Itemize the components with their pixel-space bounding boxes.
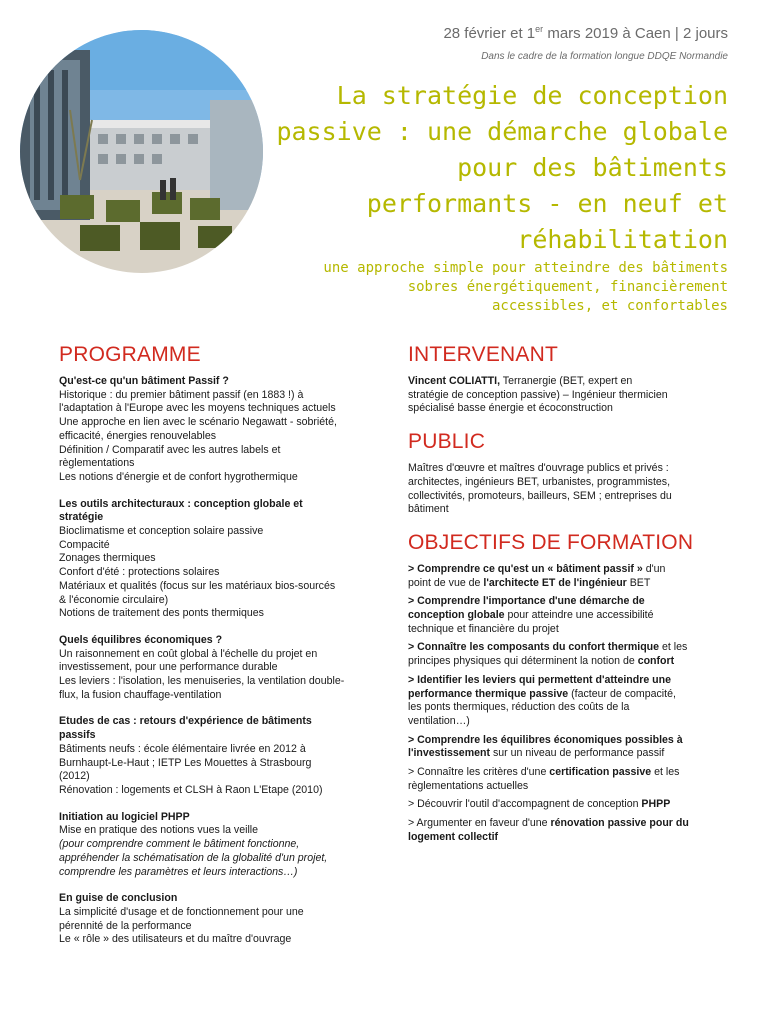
block-line: Mise en pratique des notions vues la veille (59, 824, 259, 837)
block-line: Zonages thermiques (59, 552, 156, 565)
block-line: Compacité (59, 538, 110, 551)
block-line: l'adaptation à l'Europe avec les moyens techniques actuels (59, 402, 336, 415)
block-line: Rénovation : logements et CLSH à Raon L'Etape (2010) (59, 783, 323, 796)
programme-block (59, 634, 379, 703)
block-line: Notions de traitement des ponts thermiques (59, 607, 264, 620)
block-line: Historique : du premier bâtiment passif (en 1883 !) à (59, 388, 304, 401)
block-line-italic: appréhender la schématisation de la globalité d'un projet, (59, 851, 328, 864)
objective-item: > Connaître les composants du confort thermique et les principes physiques qui déterminent la notion de confort (408, 641, 688, 668)
block-line: flux, la fusion chauffage-ventilation (59, 688, 222, 701)
block-title: Qu'est-ce qu'un bâtiment Passif ? (59, 375, 229, 387)
document-subtitle (323, 259, 728, 316)
title-line: performants - en neuf et (366, 189, 728, 218)
block-title: passifs (59, 729, 96, 742)
block-line: Bioclimatisme et conception solaire passive (59, 525, 264, 538)
block-line: Une approche en lien avec le scénario Negawatt - sobriété, (59, 416, 337, 429)
public-line: architectes, ingénieurs BET, urbanistes, programmistes, (408, 475, 671, 488)
objective-item: > Argumenter en faveur d'une rénovation passive pour du logement collectif (408, 817, 689, 843)
objective-item: > Identifier les leviers qui permettent d'atteindre une performance thermique passive (facteur de compacité, les ponts thermiques, réduction des coûts de la ventilation…) (408, 673, 676, 727)
block-line: investissement, pour une performance durable (59, 661, 278, 674)
block-line: Le « rôle » des utilisateurs et du maître d'ouvrage (59, 933, 292, 946)
objective-item: > Connaître les critères d'une certification passive et les règlementations actuelles (408, 766, 680, 792)
block-line: efficacité, énergies renouvelables (59, 429, 217, 442)
block-title: stratégie (59, 511, 104, 524)
objectifs-section (408, 531, 723, 845)
title-line: La stratégie de conception (336, 81, 728, 110)
intervenant-name: Vincent COLIATTI, (408, 375, 501, 387)
block-title: Initiation au logiciel PHPP (59, 810, 190, 823)
block-line: règlementations (59, 457, 135, 470)
block-title: Quels équilibres économiques ? (59, 633, 223, 646)
public-section (408, 430, 723, 517)
public-heading: PUBLIC (408, 430, 486, 454)
public-line: collectivités, promoteurs, bailleurs, SEM ; entreprises du (408, 489, 672, 502)
subtitle-line: sobres énergétiquement, financièrement (407, 279, 728, 295)
block-line: pérennité de la performance (59, 919, 192, 932)
building-courtyard-image (20, 30, 263, 273)
title-line: passive : une démarche globale (276, 117, 728, 146)
block-line: & l'économie circulaire) (59, 593, 169, 606)
programme-section (59, 343, 379, 960)
objective-item: > Découvrir l'outil d'accompagnent de conception PHPP (408, 798, 671, 811)
event-date: 28 février et 1er mars 2019 à Caen | 2 jours (443, 24, 728, 42)
document-title (248, 78, 728, 258)
header-photo (20, 30, 263, 273)
block-line: La simplicité d'usage et de fonctionnement pour une (59, 905, 304, 918)
objective-item: > Comprendre ce qu'est un « bâtiment passif » d'un point de vue de l'architecte ET de l'ingénieur BET (408, 562, 666, 589)
intervenant-heading: INTERVENANT (408, 343, 558, 366)
programme-block (59, 811, 379, 880)
programme-block (59, 892, 379, 947)
programme-block (59, 375, 379, 485)
block-title: Les outils architecturaux : conception globale et (59, 497, 303, 510)
block-line: Bâtiments neufs : école élémentaire livrée en 2012 à (59, 742, 306, 755)
event-context: Dans le cadre de la formation longue DDQE Normandie (481, 51, 728, 62)
block-line: Confort d'été : protections solaires (59, 566, 220, 579)
block-line: Les notions d'énergie et de confort hygrothermique (59, 470, 298, 483)
subtitle-line: accessibles, et confortables (491, 298, 728, 314)
intervenant-line: spécialisé basse énergie et écoconstruction (408, 402, 613, 415)
block-line: Matériaux et qualités (focus sur les matériaux bios-sourcés (59, 579, 336, 592)
block-line: Burnhaupt-Le-Haut ; IETP Les Mouettes à Strasbourg (59, 756, 312, 769)
title-line: pour des bâtiments (457, 153, 728, 182)
programme-block (59, 715, 379, 797)
public-line: bâtiment (408, 503, 449, 516)
block-line: Définition / Comparatif avec les autres labels et (59, 443, 281, 456)
block-line: Les leviers : l'isolation, les menuiseries, la ventilation double- (59, 675, 345, 688)
programme-heading: PROGRAMME (59, 343, 201, 366)
programme-block (59, 498, 379, 621)
right-column (408, 343, 723, 859)
intervenant-line: stratégie de conception passive) – Ingénieur thermicien (408, 388, 668, 401)
block-line: (2012) (59, 770, 90, 783)
objective-item: > Comprendre l'importance d'une démarche de conception globale pour atteindre une accessibilité technique et financière du projet (408, 595, 654, 635)
block-line-italic: (pour comprendre comment le bâtiment fonctionne, (59, 838, 300, 851)
subtitle-line: une approche simple pour atteindre des bâtiments (323, 260, 728, 276)
public-line: Maîtres d'œuvre et maîtres d'ouvrage publics et privés : (408, 462, 669, 475)
objectifs-heading: OBJECTIFS DE FORMATION (408, 530, 694, 554)
block-line-italic: comprendre les paramètres et leurs interactions…) (59, 865, 298, 878)
title-line: réhabilitation (517, 225, 728, 254)
block-title: En guise de conclusion (59, 892, 178, 905)
intervenant-line: Vincent COLIATTI, Terranergie (BET, expert en (408, 375, 633, 387)
block-line: Un raisonnement en coût global à l'échelle du projet en (59, 647, 318, 660)
block-title: Etudes de cas : retours d'expérience de bâtiments (59, 715, 312, 728)
intervenant-section (408, 343, 723, 416)
objective-item: > Comprendre les équilibres économiques possibles à l'investissement sur un niveau de performance passif (408, 733, 683, 760)
